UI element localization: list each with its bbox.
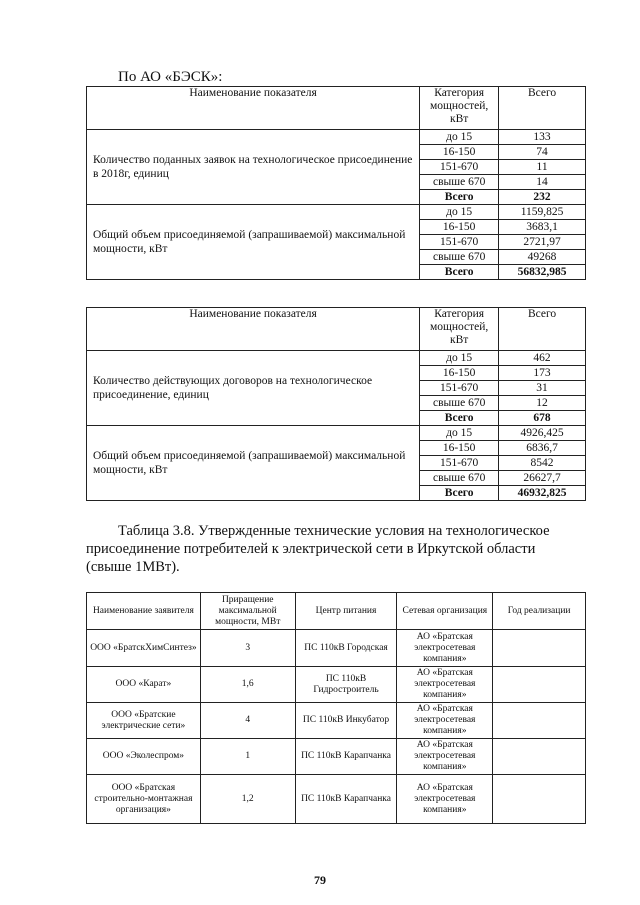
header-center: Центр питания (295, 593, 397, 630)
center-cell: ПС 110кВ Городская (295, 630, 397, 667)
applicant-cell: ООО «Братская строительно-монтажная организация» (87, 775, 201, 824)
value-cell: 462 (499, 351, 586, 366)
category-cell: Всего (420, 411, 499, 426)
value-cell: 133 (499, 130, 586, 145)
applicant-cell: ООО «БратскХимСинтез» (87, 630, 201, 667)
category-cell: 16-150 (420, 366, 499, 381)
power-cell: 4 (200, 703, 295, 739)
header-name: Наименование показателя (87, 308, 420, 351)
table-header-row (87, 308, 586, 351)
table-row (87, 739, 586, 775)
header-year: Год реализации (493, 593, 586, 630)
value-cell: 11 (499, 160, 586, 175)
power-cell: 1,6 (200, 667, 295, 703)
category-cell: 16-150 (420, 220, 499, 235)
table-row (87, 667, 586, 703)
table-row (87, 205, 586, 220)
year-cell (493, 703, 586, 739)
row-label: Количество поданных заявок на технологическое присоединение в 2018г, единиц (87, 130, 420, 205)
power-cell: 3 (200, 630, 295, 667)
page-number: 79 (314, 873, 326, 887)
row-label: Общий объем присоединяемой (запрашиваемой) максимальной мощности, кВт (87, 426, 420, 501)
category-cell: 151-670 (420, 160, 499, 175)
header-category: Категория мощностей, кВт (420, 308, 499, 351)
category-cell: до 15 (420, 426, 499, 441)
category-cell: Всего (420, 486, 499, 501)
header-total: Всего (499, 308, 586, 351)
value-cell: 31 (499, 381, 586, 396)
header-name: Наименование показателя (87, 87, 420, 130)
applicant-cell: ООО «Братские электрические сети» (87, 703, 201, 739)
header-applicant: Наименование заявителя (87, 593, 201, 630)
table-header-row (87, 593, 586, 630)
category-cell: до 15 (420, 205, 499, 220)
row-label: Количество действующих договоров на технологическое присоединение, единиц (87, 351, 420, 426)
value-cell: 6836,7 (499, 441, 586, 456)
caption-line: Таблица 3.8. Утвержденные технические условия на технологическое (118, 523, 550, 539)
org-cell: АО «Братская электросетевая компания» (397, 667, 493, 703)
org-cell: АО «Братская электросетевая компания» (397, 630, 493, 667)
category-cell: 16-150 (420, 145, 499, 160)
category-cell: 151-670 (420, 456, 499, 471)
table-header-row (87, 87, 586, 130)
org-title: По АО «БЭСК»: (118, 69, 223, 85)
header-power: Приращение максимальной мощности, МВт (200, 593, 295, 630)
year-cell (493, 775, 586, 824)
value-cell: 8542 (499, 456, 586, 471)
table-row (87, 775, 586, 824)
value-cell: 232 (499, 190, 586, 205)
value-cell: 12 (499, 396, 586, 411)
header-total: Всего (499, 87, 586, 130)
technical-conditions-table (86, 592, 586, 824)
value-cell: 678 (499, 411, 586, 426)
org-cell: АО «Братская электросетевая компания» (397, 703, 493, 739)
applicant-cell: ООО «Эколеспром» (87, 739, 201, 775)
category-cell: свыше 670 (420, 175, 499, 190)
table-row (87, 130, 586, 145)
value-cell: 1159,825 (499, 205, 586, 220)
center-cell: ПС 110кВ Карапчанка (295, 739, 397, 775)
table-row (87, 703, 586, 739)
year-cell (493, 667, 586, 703)
value-cell: 4926,425 (499, 426, 586, 441)
power-cell: 1 (200, 739, 295, 775)
value-cell: 26627,7 (499, 471, 586, 486)
table-row (87, 630, 586, 667)
row-label: Общий объем присоединяемой (запрашиваемой) максимальной мощности, кВт (87, 205, 420, 280)
value-cell: 46932,825 (499, 486, 586, 501)
center-cell: ПС 110кВ Карапчанка (295, 775, 397, 824)
header-org: Сетевая организация (397, 593, 493, 630)
value-cell: 173 (499, 366, 586, 381)
category-cell: 151-670 (420, 381, 499, 396)
value-cell: 2721,97 (499, 235, 586, 250)
category-cell: свыше 670 (420, 471, 499, 486)
category-cell: Всего (420, 190, 499, 205)
year-cell (493, 630, 586, 667)
table-caption (86, 522, 588, 576)
table-row (87, 426, 586, 441)
org-cell: АО «Братская электросетевая компания» (397, 739, 493, 775)
center-cell: ПС 110кВ Гидростроитель (295, 667, 397, 703)
category-cell: 151-670 (420, 235, 499, 250)
header-category: Категория мощностей, кВт (420, 87, 499, 130)
category-cell: 16-150 (420, 441, 499, 456)
category-cell: до 15 (420, 351, 499, 366)
table-row (87, 351, 586, 366)
org-cell: АО «Братская электросетевая компания» (397, 775, 493, 824)
applicant-cell: ООО «Карат» (87, 667, 201, 703)
value-cell: 3683,1 (499, 220, 586, 235)
value-cell: 49268 (499, 250, 586, 265)
power-cell: 1,2 (200, 775, 295, 824)
applications-table (86, 86, 586, 280)
category-cell: свыше 670 (420, 396, 499, 411)
center-cell: ПС 110кВ Инкубатор (295, 703, 397, 739)
category-cell: до 15 (420, 130, 499, 145)
value-cell: 56832,985 (499, 265, 586, 280)
contracts-table (86, 307, 586, 501)
value-cell: 74 (499, 145, 586, 160)
category-cell: Всего (420, 265, 499, 280)
year-cell (493, 739, 586, 775)
category-cell: свыше 670 (420, 250, 499, 265)
caption-line: присоединение потребителей к электрической сети в Иркутской области (86, 541, 536, 557)
caption-line: (свыше 1МВт). (86, 559, 180, 575)
value-cell: 14 (499, 175, 586, 190)
